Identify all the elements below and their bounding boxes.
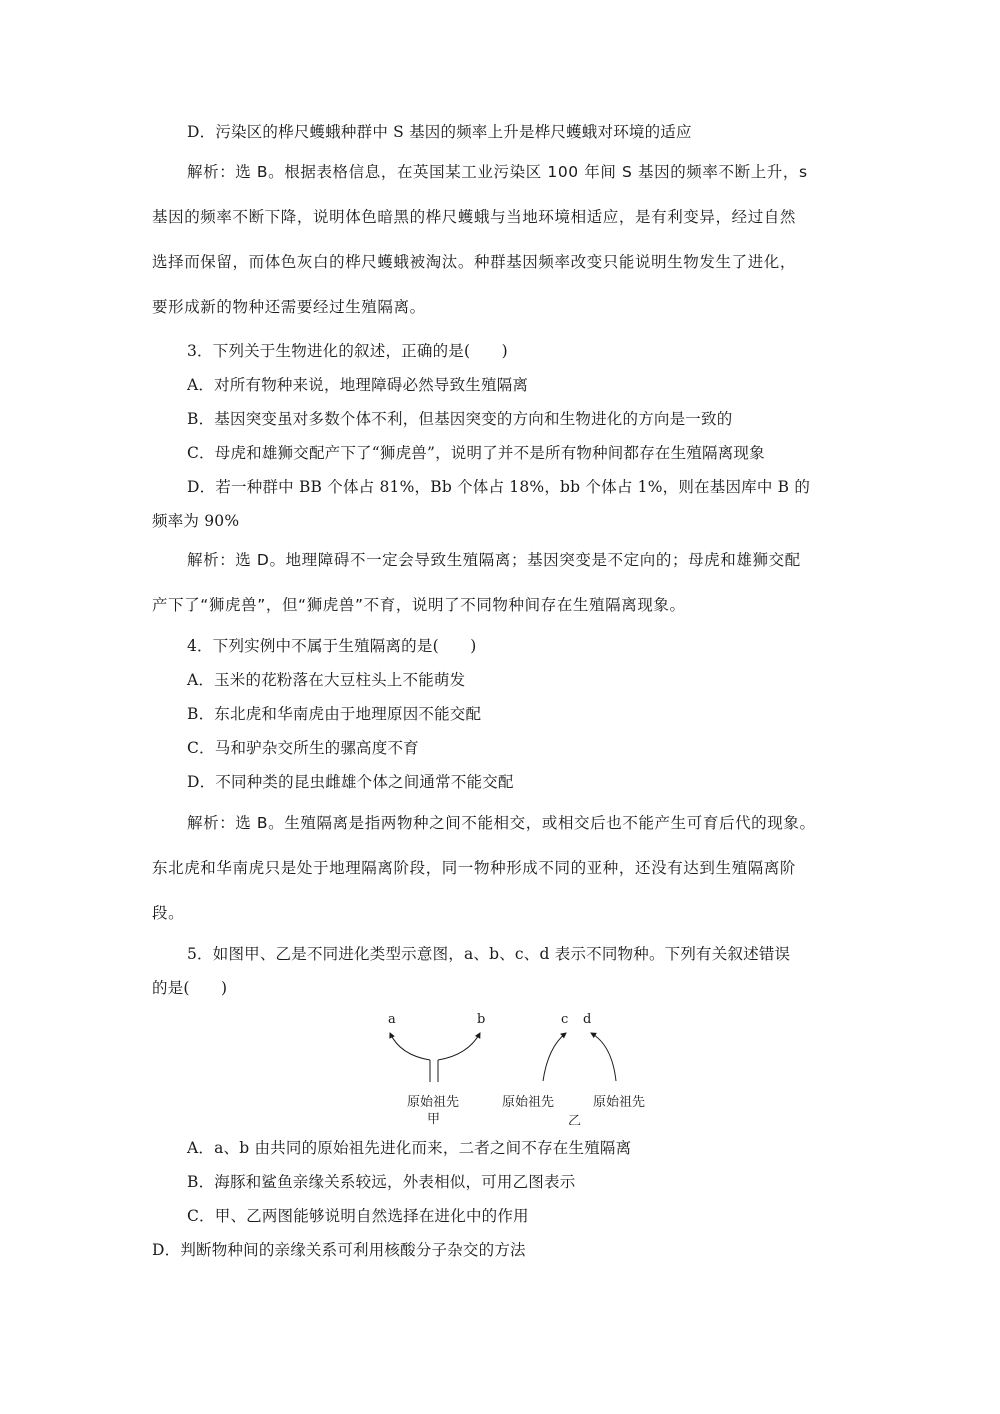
q4-analysis-line: 解析：选 B。生殖隔离是指两物种之间不能相交，或相交后也不能产生可育后代的现象。 (187, 814, 816, 832)
arrow-to-d (591, 1033, 616, 1081)
evolution-diagram (380, 1005, 660, 1125)
label-yi: 乙 (568, 1114, 582, 1125)
label-b: b (477, 1012, 486, 1027)
q3-option-d-cont: 频率为 90% (152, 512, 240, 530)
q3-option-c: C．母虎和雄狮交配产下了“狮虎兽”，说明了并不是所有物种间都存在生殖隔离现象 (187, 444, 765, 462)
ancestor-label-yi-2: 原始祖先 (593, 1095, 646, 1110)
q2-analysis-line: 解析：选 B。根据表格信息，在英国某工业污染区 100 年间 S 基因的频率不断上升，s (187, 163, 808, 181)
q4-analysis-line: 段。 (152, 904, 185, 922)
label-jia: 甲 (427, 1112, 441, 1125)
q5-stem-cont: 的是( ) (152, 979, 228, 997)
q3-option-d: D．若一种群中 BB 个体占 81%，Bb 个体占 18%，bb 个体占 1%，则在基因库中 B 的 (187, 478, 811, 496)
arrow-to-b (438, 1033, 480, 1060)
ancestor-label-yi-1: 原始祖先 (502, 1095, 555, 1110)
q5-option-c: C．甲、乙两图能够说明自然选择在进化中的作用 (187, 1207, 529, 1225)
evolution-diagram-svg (380, 1005, 660, 1125)
q3-stem: 3．下列关于生物进化的叙述，正确的是( ) (187, 342, 508, 360)
q2-analysis-line: 选择而保留，而体色灰白的桦尺蠖蛾被淘汰。种群基因频率改变只能说明生物发生了进化， (152, 253, 797, 271)
q4-analysis-line: 东北虎和华南虎只是处于地理隔离阶段，同一物种形成不同的亚种，还没有达到生殖隔离阶 (152, 859, 797, 877)
label-c: c (561, 1012, 569, 1027)
q2-analysis-line: 基因的频率不断下降，说明体色暗黑的桦尺蠖蛾与当地环境相适应，是有利变异，经过自然 (152, 208, 797, 226)
q2-analysis-line: 要形成新的物种还需要经过生殖隔离。 (152, 298, 426, 316)
q4-option-c: C．马和驴杂交所生的骡高度不育 (187, 739, 419, 757)
q4-option-a: A．玉米的花粉落在大豆柱头上不能萌发 (187, 671, 466, 689)
q3-option-a: A．对所有物种来说，地理障碍必然导致生殖隔离 (187, 376, 529, 394)
ancestor-label-jia: 原始祖先 (407, 1095, 460, 1110)
q2-option-d: D．污染区的桦尺蠖蛾种群中 S 基因的频率上升是桦尺蠖蛾对环境的适应 (187, 123, 692, 141)
q3-analysis-line: 解析：选 D。地理障碍不一定会导致生殖隔离；基因突变是不定向的；母虎和雄狮交配 (187, 551, 801, 569)
label-a: a (388, 1012, 396, 1027)
q3-option-b: B．基因突变虽对多数个体不利，但基因突变的方向和生物进化的方向是一致的 (187, 410, 733, 428)
arrow-to-a (390, 1033, 430, 1060)
q3-analysis-line: 产下了“狮虎兽”，但“狮虎兽”不育，说明了不同物种间存在生殖隔离现象。 (152, 596, 686, 614)
q5-stem: 5．如图甲、乙是不同进化类型示意图，a、b、c、d 表示不同物种。下列有关叙述错误 (187, 945, 791, 963)
q5-option-a: A．a、b 由共同的原始祖先进化而来，二者之间不存在生殖隔离 (187, 1139, 632, 1157)
arrow-to-c (543, 1033, 566, 1081)
q5-option-d: D．判断物种间的亲缘关系可利用核酸分子杂交的方法 (152, 1241, 526, 1259)
q4-option-d: D．不同种类的昆虫雌雄个体之间通常不能交配 (187, 773, 514, 791)
q4-option-b: B．东北虎和华南虎由于地理原因不能交配 (187, 705, 482, 723)
q4-stem: 4．下列实例中不属于生殖隔离的是( ) (187, 637, 477, 655)
label-d: d (583, 1012, 592, 1027)
q5-option-b: B．海豚和鲨鱼亲缘关系较远，外表相似，可用乙图表示 (187, 1173, 576, 1191)
